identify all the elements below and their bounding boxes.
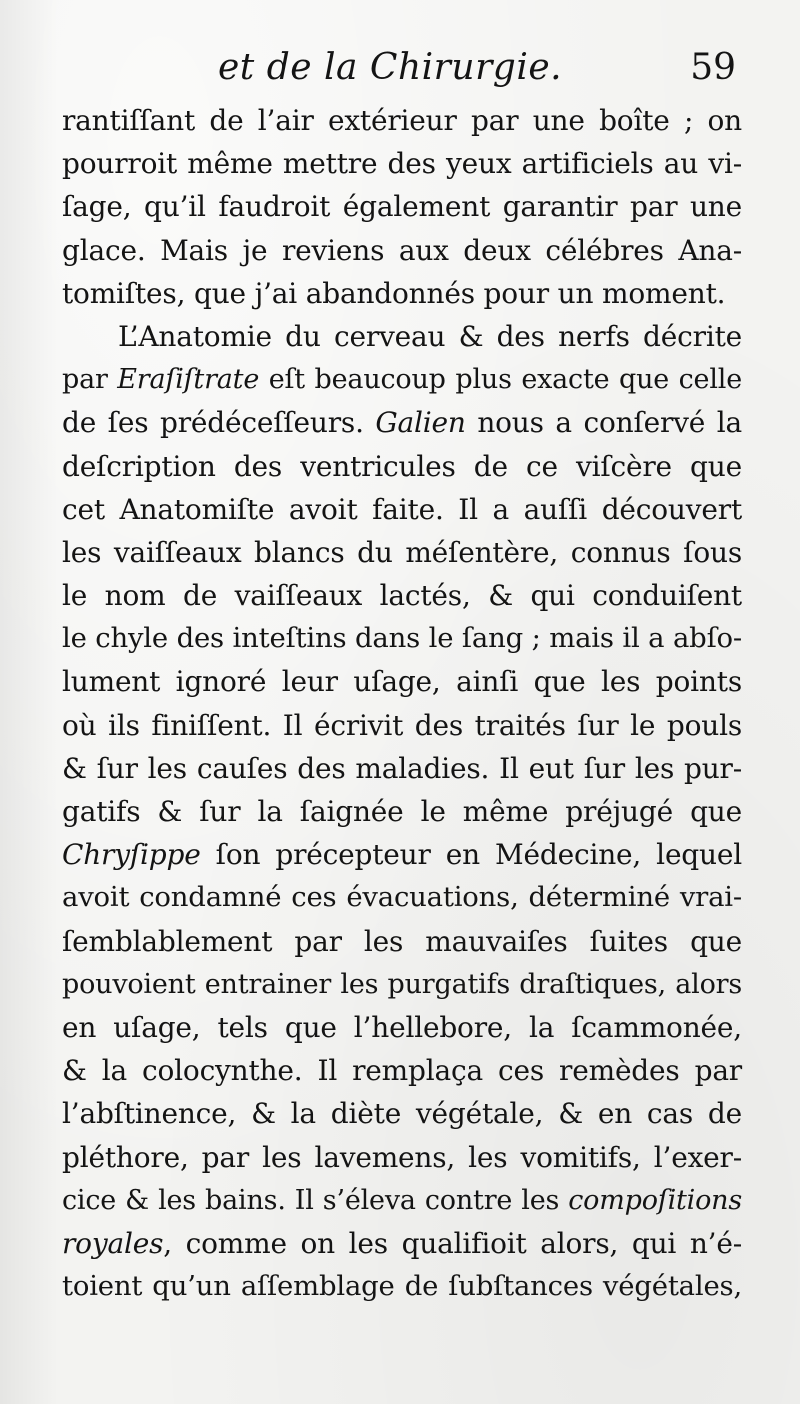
text-line: gatifs & ſur la ſaignée le même préjugé que — [62, 795, 742, 828]
text-line: pléthore, par les lavemens, les vomitifs, l’exer- — [62, 1140, 742, 1174]
text-line: L’Anatomie du cerveau & des nerfs décrite — [118, 319, 742, 353]
text-line: ſage, qu’il faudroit également garantir par une — [62, 190, 742, 224]
text-line: rantiſſant de l’air extérieur par une boîte ; on — [62, 104, 742, 137]
text-line: tomiſtes, que j’ai abandonnés pour un moment. — [62, 276, 726, 310]
text-line: pourroit même mettre des yeux artificiels au vi- — [62, 147, 742, 181]
name-chrysippe: Chryſippe — [62, 838, 201, 872]
term-compositions: compoſitions — [568, 1184, 742, 1216]
text-line: les vaiſſeaux blancs du méſentère, connus ſous — [62, 535, 742, 569]
text-line: deſcription des ventricules de ce viſcère que — [62, 449, 742, 483]
text-line: avoit condamné ces évacuations, déterminé vrai- — [62, 881, 742, 914]
text-line: pouvoient entrainer les purgatifs draſtiques, alors — [62, 968, 742, 1000]
text-line: le nom de vaiſſeaux lactés, & qui conduiſent — [62, 579, 742, 613]
name-galien: Galien — [375, 406, 466, 440]
name-erasistrate: Eraſiſtrate — [117, 364, 260, 396]
text-line: par Eraſiſtrate eſt beaucoup plus exacte que celle — [62, 364, 742, 396]
text-line: lument ignoré leur uſage, ainſi que les points — [62, 665, 742, 699]
text-line: où ils finiſſent. Il écrivit des traités ſur le pouls — [62, 708, 742, 742]
page-number: 59 — [690, 47, 736, 88]
term-royales: royales — [62, 1226, 164, 1260]
text-line: Chryſippe ſon précepteur en Médecine, lequel — [62, 838, 742, 872]
text-line: glace. Mais je reviens aux deux célébres Ana- — [62, 233, 742, 267]
text-line: & ſur les cauſes des maladies. Il eut ſur les pur- — [62, 751, 742, 785]
text-line: ſemblablement par les mauvaiſes ſuites que — [62, 924, 742, 958]
text-line: cet Anatomiſte avoit faite. Il a auſſi découvert — [62, 492, 742, 526]
page-header — [0, 38, 800, 98]
text-line: cice & les bains. Il s’éleva contre les compoſitions — [62, 1184, 742, 1216]
text-line: toient qu’un aſſemblage de ſubſtances végétales, — [62, 1270, 742, 1303]
text-line: le chyle des inteſtins dans le ſang ; mais il a abſo- — [62, 622, 742, 655]
page-gutter-shadow — [0, 0, 58, 1404]
running-head: et de la Chirurgie. — [218, 47, 563, 88]
text-line: en uſage, tels que l’hellebore, la ſcammonée, — [62, 1010, 742, 1044]
body-text — [62, 99, 742, 1308]
text-line: de ſes prédéceſſeurs. Galien nous a conſervé la — [62, 406, 742, 440]
text-line: royales, comme on les qualifioit alors, qui n’é- — [62, 1226, 742, 1260]
text-line: l’abſtinence, & la diète végétale, & en cas de — [62, 1097, 742, 1131]
text-line: & la colocynthe. Il remplaça ces remèdes par — [62, 1054, 742, 1088]
